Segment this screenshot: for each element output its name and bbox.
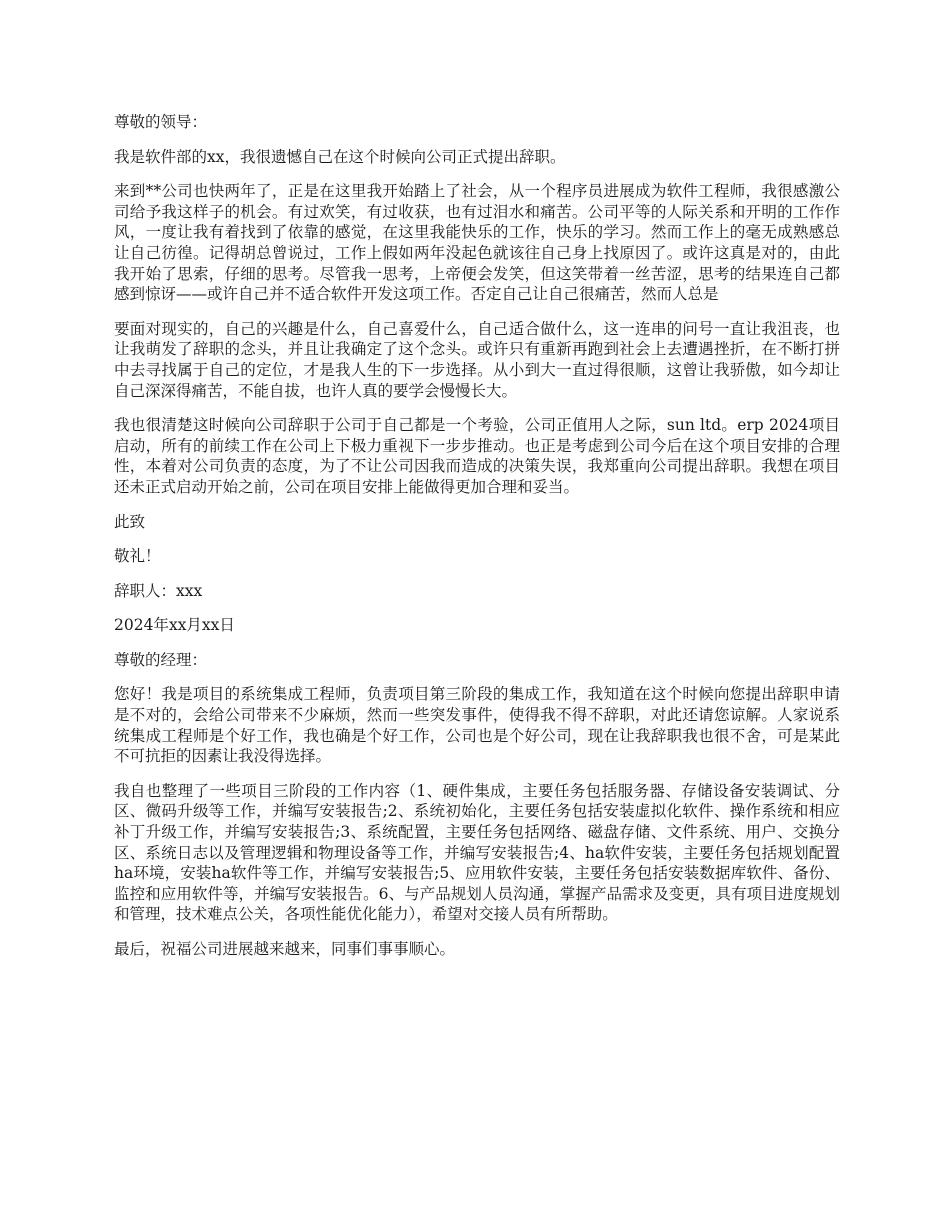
closing-wishes: 最后，祝福公司进展越来越来，同事们事事顺心。 bbox=[114, 940, 456, 958]
closing-jing-li: 敬礼！ bbox=[114, 547, 161, 566]
resignation-statement: 我是软件部的xx，我很遗憾自己在这个时候向公司正式提出辞职。 bbox=[114, 147, 566, 166]
signature-date: 2024年xx月xx日 bbox=[114, 616, 235, 635]
signature-name: 辞职人：xxx bbox=[114, 581, 203, 600]
closing-ci-zhi: 此致 bbox=[114, 512, 146, 531]
body-paragraph-project: 我也很清楚这时候向公司辞职于公司于自己都是一个考验，公司正值用人之际，sun ltd。erp 2024项目启动，所有的前续工作在公司上下极力重视下一步步推动。也正是考虑到公司今后在这个项目安排的合理性，本着对公司负责的态度，为了不让公司因我而造成的决策失误，我郑重向公司提出辞职。我想在项目还未正式启动开始之前，公司在项目安排上能做得更加合理和妥当。 bbox=[114, 416, 840, 496]
body-paragraph-handover: 我自也整理了一些项目三阶段的工作内容（1、硬件集成，主要任务包括服务器、存储设备安装调试、分区、微码升级等工作，并编写安装报告;2、系统初始化，主要任务包括安装虚拟化软件、操作系统和相应补丁升级工作，并编写安装报告;3、系统配置，主要任务包括网络、磁盘存储、文件系统、用户、交换分区、系统日志以及管理逻辑和物理设备等工作，并编写安装报告;4、ha软件安装，主要任务包括规划配置ha环境，安装ha软件等工作，并编写安装报告;5、应用软件安装，主要任务包括安装数据库软件、备份、监控和应用软件等，并编写安装报告。6、与产品规划人员沟通，掌握产品需求及变更，具有项目进度规划和管理，技术难点公关，各项性能优化能力），希望对交接人员有所帮助。 bbox=[114, 781, 840, 924]
salutation-leader: 尊敬的领导： bbox=[114, 113, 208, 131]
salutation-manager: 尊敬的经理： bbox=[114, 650, 208, 669]
document-body bbox=[114, 112, 840, 974]
body-paragraph-reality: 要面对现实的，自己的兴趣是什么，自己喜爱什么，自己适合做什么，这一连串的问号一直让我沮丧，也让我萌发了辞职的念头，并且让我确定了这个念头。或许只有重新再跑到社会上去遭遇挫折，在不断打拼中去寻找属于自己的定位，才是我人生的下一步选择。从小到大一直过得很顺，这曾让我骄傲，如今却让自己深深得痛苦，不能自拔，也许人真的要学会慢慢长大。 bbox=[114, 319, 840, 400]
body-paragraph-reflection: 来到**公司也快两年了，正是在这里我开始踏上了社会，从一个程序员进展成为软件工程师，我很感激公司给予我这样子的机会。有过欢笑，有过收获，也有过泪水和痛苦。公司平等的人际关系和开明的工作作风，一度让我有着找到了依靠的感觉，在这里我能快乐的工作，快乐的学习。然而工作上的毫无成熟感总让自己彷徨。记得胡总曾说过，工作上假如两年没起色就该往自己身上找原因了。或许这真是对的，由此我开始了思索，仔细的思考。尽管我一思考，上帝便会发笑，但这笑带着一丝苦涩，思考的结果连自己都感到惊讶——或许自己并不适合软件开发这项工作。否定自己让自己很痛苦，然而人总是 bbox=[114, 182, 840, 304]
body-paragraph-apology: 您好！我是项目的系统集成工程师，负责项目第三阶段的集成工作，我知道在这个时候向您提出辞职申请是不对的，会给公司带来不少麻烦，然而一些突发事件，使得我不得不辞职，对此还请您谅解。人家说系统集成工程师是个好工作，我也确是个好工作，公司也是个好公司，现在让我辞职我也很不舍，可是某此不可抗拒的因素让我没得选择。 bbox=[114, 685, 840, 766]
